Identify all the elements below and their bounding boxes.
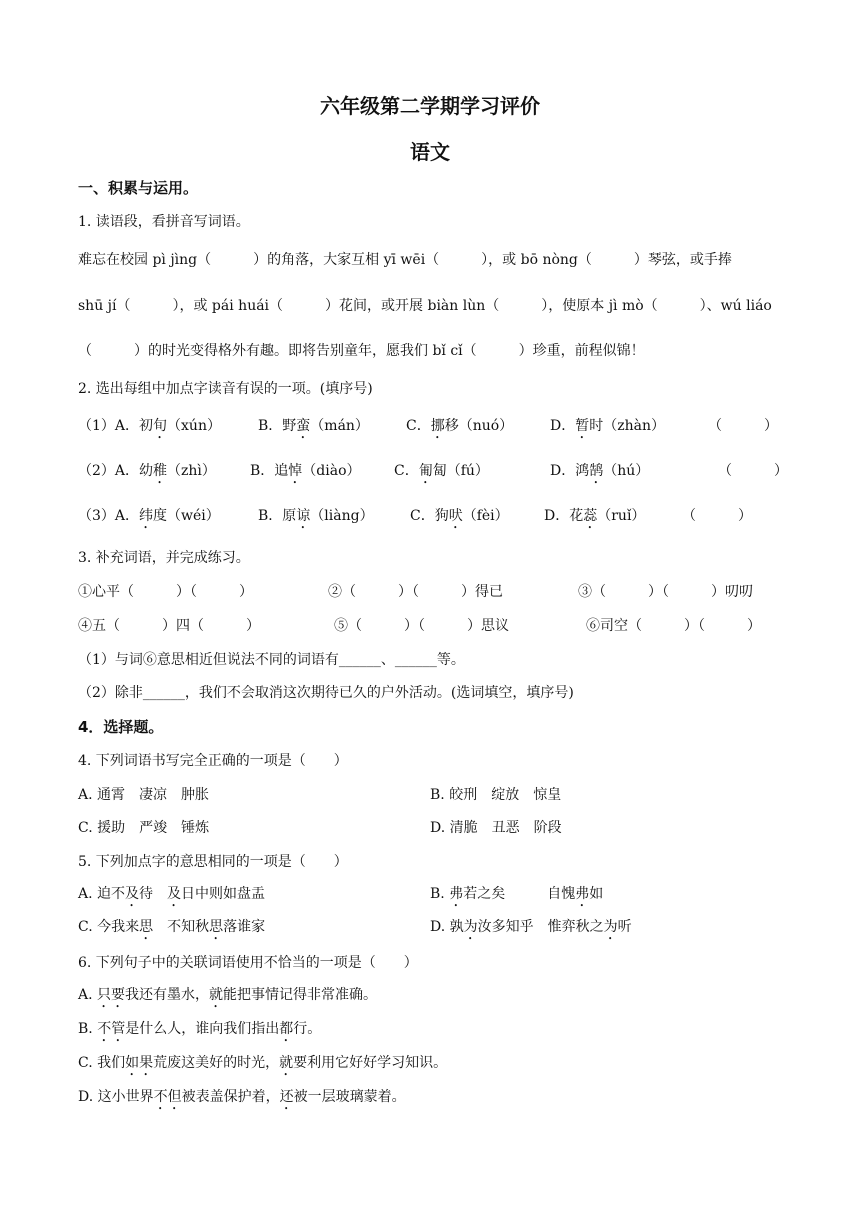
option-c: C. 援助 严竣 锤炼 — [78, 820, 210, 836]
dotted-char: 及 — [125, 886, 140, 902]
idiom-blank-3: ③（ ）（ ）叨叨 — [578, 584, 753, 600]
q1-stem: 1. 读语段，看拼音写词语。 — [78, 214, 250, 230]
dotted-word: 不管 — [97, 1021, 126, 1037]
idiom-blank-4: ④五（ ）四（ ） — [78, 618, 260, 634]
q6-option-b: B. 不管是什么人，谁向我们指出都行。 — [78, 1021, 322, 1037]
dotted-char: 及 — [167, 886, 182, 902]
q6-option-a: A. 只要我还有墨水，就能把事情记得非常准确。 — [78, 987, 378, 1003]
dotted-char: 思 — [139, 919, 154, 935]
q3-sub-2: （2）除非______，我们不会取消这次期待已久的户外活动。(选词填空，填序号) — [78, 685, 574, 701]
dotted-char: 挪 — [430, 418, 445, 434]
q2-stem: 2. 选出每组中加点字读音有误的一项。(填序号) — [78, 381, 373, 397]
q3-sub-1: （1）与词⑥意思相近但说法不同的词语有______、______等。 — [78, 652, 465, 668]
section-4-heading: 4．选择题。 — [78, 718, 164, 736]
q4-stem: 4. 下列词语书写完全正确的一项是（ ） — [78, 753, 348, 769]
idiom-blank-1: ①心平（ ）（ ） — [78, 584, 253, 600]
dotted-char: 旬 — [153, 418, 168, 434]
q1-line-3: （ ）的时光变得格外有趣。即将告别童年，愿我们 bǐ cǐ（ ）珍重，前程似锦！ — [78, 343, 645, 359]
dotted-char: 谅 — [296, 508, 311, 524]
option-a: A. 通霄 凄凉 肿胀 — [78, 787, 210, 803]
dotted-char: 暂 — [575, 418, 590, 434]
answer-blank: （ ） — [718, 463, 788, 479]
dotted-char: 蛮 — [296, 418, 311, 434]
idiom-blank-6: ⑥司空（ ）（ ） — [586, 618, 761, 634]
dotted-char: 思 — [209, 919, 224, 935]
option-d: D. 清脆 丑恶 阶段 — [430, 820, 562, 836]
dotted-char: 弗 — [449, 886, 464, 902]
q1-line-1: 难忘在校园 pì jìng（ ）的角落，大家互相 yī wēi（ ），或 bō nòng（ ）琴弦，或手捧 — [78, 252, 732, 268]
dotted-word: 还 — [279, 1089, 294, 1105]
dotted-char: 悼 — [288, 463, 303, 479]
dotted-char: 蕊 — [583, 508, 598, 524]
option-d: D. 孰为汝多知乎 惟弈秋之为听 — [430, 919, 632, 935]
option-c: C. 今我来思 不知秋思落谁家 — [78, 919, 266, 935]
dotted-word: 只要 — [97, 987, 126, 1003]
page-subtitle: 语文 — [410, 140, 450, 164]
dotted-word: 就 — [209, 987, 224, 1003]
dotted-char: 纬 — [139, 508, 154, 524]
q5-stem: 5. 下列加点字的意思相同的一项是（ ） — [78, 854, 348, 870]
dotted-char: 为 — [603, 919, 618, 935]
option-b: B. 弗若之矣 自愧弗如 — [430, 886, 604, 902]
q6-option-d: D. 这小世界不但被表盖保护着，还被一层玻璃蒙着。 — [78, 1089, 406, 1105]
section-1-heading: 一、积累与运用。 — [78, 179, 199, 197]
q3-stem: 3. 补充词语，并完成练习。 — [78, 550, 250, 566]
option-a: A. 迫不及待 及日中则如盘盂 — [78, 886, 266, 902]
q6-option-c: C. 我们如果荒废这美好的时光，就要利用它好好学习知识。 — [78, 1055, 448, 1071]
dotted-word: 如果 — [125, 1055, 154, 1071]
dotted-word: 都 — [279, 1021, 294, 1037]
dotted-char: 弗 — [575, 886, 590, 902]
page-title: 六年级第二学期学习评价 — [320, 94, 540, 118]
option-b: B. 皎刑 绽放 惊皇 — [430, 787, 562, 803]
idiom-blank-5: ⑤（ ）（ ）思议 — [334, 618, 509, 634]
dotted-char: 稚 — [153, 463, 168, 479]
dotted-char: 为 — [463, 919, 478, 935]
option-label: （1）A． — [78, 418, 140, 434]
answer-blank: （ ） — [708, 418, 778, 434]
idiom-blank-2: ②（ ）（ ）得已 — [328, 584, 503, 600]
q1-line-2: shū jí（ ），或 pái huái（ ）花间，或开展 biàn lùn（ ），使原本 jì mò（ ）、wú liáo — [78, 298, 772, 314]
exam-page: 六年级第二学期学习评价 语文 一、积累与运用。 1. 读语段，看拼音写词语。 难忘在校园 pì jìng（ ）的角落，大家互相 yī wēi（ ），或 bō nòng（ ）琴弦，或手捧 shū jí（ ），或 pái huái（ ）花间，或开展 biàn lùn（ ），使原本 jì mò（ ）、wú liáo （ ）的时光变得格外有趣。即将告别童年，愿我们 bǐ cǐ（ ）珍重，前程似锦！ 2. 选出每组中加点字读音有误的一项。(填序号) （1）A．初旬（xún） B．野蛮（mán） C．挪移（nuó） D．暂时（zhàn） （ ） （2）A．幼稚（zhì） B．追悼（diào） C．匍匐（fú） D．鸿鹄（hú） （ ） （3）A．纬度（wéi） B．原谅（liàng） C．狗吠（fèi） D．花蕊（ruǐ） （ ） 3. 补充词语，并完成练习。 ①心平（ ）（ ） ②（ ）（ ）得已 ③（ ）（ ）叨叨 ④五（ ）四（ ） ⑤（ ）（ ）思议 ⑥司空（ ）（ ） （1）与词⑥意思相近但说法不同的词语有______、______等。 （2）除非______，我们不会取消这次期待已久的户外活动。(选词填空，填序号) 4．选择题。 4. 下列词语书写完全正确的一项是（ ） A. 通霄 凄凉 肿胀 B. 皎刑 绽放 惊皇 C. 援助 严竣 锤炼 D. 清脆 丑恶 阶段 5. 下列加点字的意思相同的一项是（ ） A. 迫不及待 及日中则如盘盂 B. 弗若之矣 自愧弗如 C. 今我来思 不知秋思落谁家 D. 孰为汝多知乎 惟弈秋之为听 6. 下列句子中的关联词语使用不恰当的一项是（ ） A. 只要我还有墨水，就能把事情记得非常准确。 B. 不管是什么人，谁向我们指出都行。 C. 我们如果荒废这美好的时光，就要利用它好好学习知识。 D. 这小世界不但被表盖保护着，还被一层玻璃蒙着。 — [0, 0, 860, 1216]
dotted-char: 吠 — [448, 508, 463, 524]
answer-blank: （ ） — [682, 508, 752, 524]
dotted-char: 匍 — [418, 463, 433, 479]
dotted-word: 就 — [279, 1055, 294, 1071]
dotted-char: 鹄 — [589, 463, 604, 479]
q6-stem: 6. 下列句子中的关联词语使用不恰当的一项是（ ） — [78, 955, 418, 971]
dotted-word: 不但 — [153, 1089, 182, 1105]
